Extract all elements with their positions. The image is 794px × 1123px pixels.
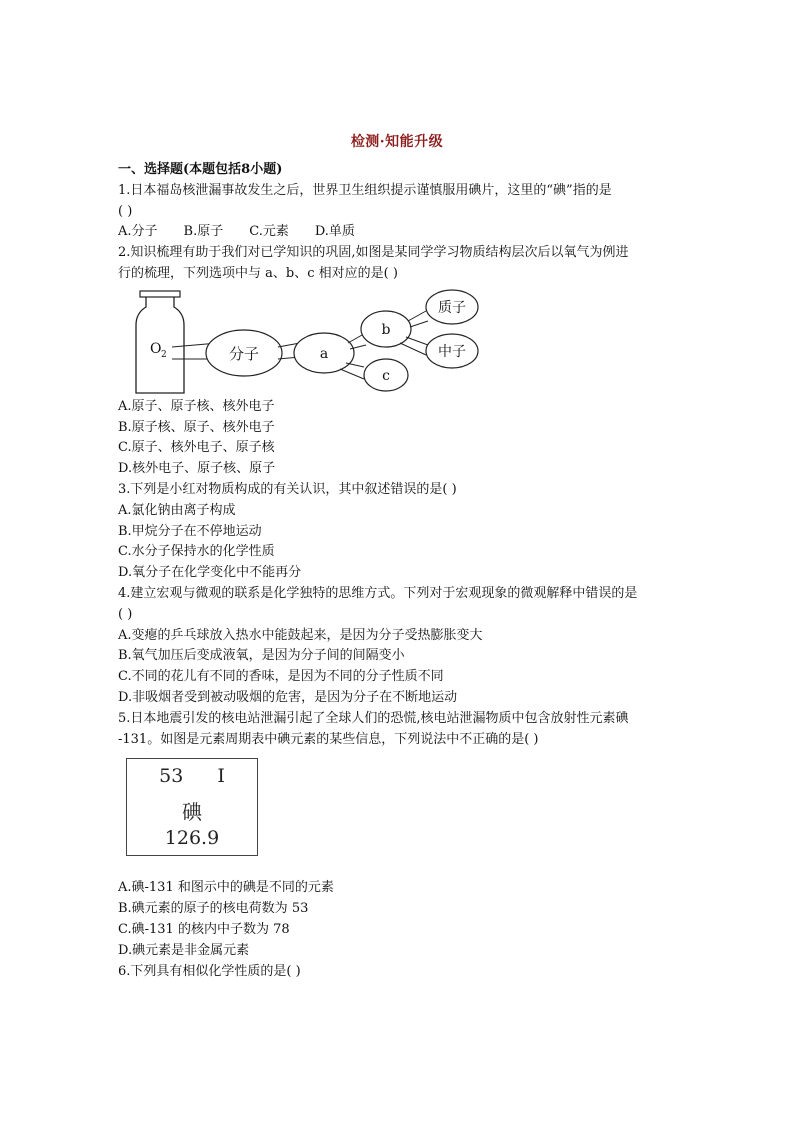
q5-option-a: A.碘-131 和图示中的碘是不同的元素: [118, 880, 334, 896]
q3-option-c: C.水分子保持水的化学性质: [118, 544, 275, 560]
q6-stem: 6.下列具有相似化学性质的是( ): [118, 963, 301, 979]
element-number: 53: [159, 765, 184, 788]
structure-diagram-svg: [118, 287, 498, 397]
element-mass: 126.9: [164, 827, 220, 850]
molecule-label: 分子: [228, 344, 260, 363]
b-label: b: [381, 321, 391, 338]
q3-option-b: B.甲烷分子在不停地运动: [118, 523, 262, 539]
q2-option-b: B.原子核、原子、核外电子: [118, 419, 275, 435]
q1-paren: ( ): [118, 203, 133, 219]
c-label: c: [382, 367, 390, 384]
section-heading: 一、选择题(本题包括8小题): [118, 162, 283, 177]
connector-b-proton-bottom: [410, 321, 428, 327]
q3-stem: 3.下列是小红对物质构成的有关认识，其中叙述错误的是( ): [118, 481, 457, 497]
q5-option-b: B.碘元素的原子的核电荷数为 53: [118, 901, 309, 917]
q4-option-c: C.不同的花儿有不同的香味，是因为不同的分子性质不同: [118, 669, 444, 685]
element-cell: [126, 758, 258, 856]
q2-option-a: A.原子、原子核、核外电子: [118, 398, 275, 414]
connector-a-b-top: [348, 335, 362, 343]
connector-a-c-bottom: [340, 369, 364, 379]
q4-stem: 4.建立宏观与微观的联系是化学独特的思维方式。下列对于宏观现象的微观解释中错误的是: [118, 585, 638, 601]
connector-b-neutron-bottom: [400, 343, 426, 355]
element-header: [127, 765, 257, 787]
q1-option-a: A.分子: [118, 224, 158, 240]
q1-option-c: C.元素: [249, 224, 289, 240]
q1-stem: 1.日本福岛核泄漏事故发生之后，世界卫生组织提示谨慎服用碘片，这里的“碘”指的是: [118, 182, 612, 198]
element-name: 碘: [182, 800, 202, 825]
q5-option-d: D.碘元素是非金属元素: [118, 942, 250, 958]
question-list: [118, 160, 688, 982]
connector-b-neutron-top: [406, 337, 428, 345]
bottle-label: O: [150, 340, 162, 357]
proton-label: 质子: [438, 299, 466, 316]
element-symbol: I: [217, 765, 225, 788]
q1-options: [118, 222, 688, 243]
structure-diagram: [118, 287, 688, 397]
a-label: a: [319, 345, 329, 362]
bottle-subscript: 2: [161, 349, 167, 360]
q2-option-d: D.核外电子、原子核、原子: [118, 461, 276, 477]
q5-stem-line1: 5.日本地震引发的核电站泄漏引起了全球人们的恐慌,核电站泄漏物质中包含放射性元素碘: [118, 710, 629, 726]
q2-stem-line1: 2.知识梳理有助于我们对已学知识的巩固,如图是某同学学习物质结构层次后以氧气为例进: [118, 245, 629, 261]
neutron-label: 中子: [438, 343, 466, 360]
q5-stem-line2: -131。如图是元素周期表中碘元素的某些信息，下列说法中不正确的是( ): [118, 731, 539, 747]
q4-paren: ( ): [118, 606, 133, 622]
q1-option-b: B.原子: [183, 224, 224, 240]
page-title: 检测·知能升级: [350, 134, 444, 150]
q4-option-d: D.非吸烟者受到被动吸烟的危害，是因为分子在不断地运动: [118, 689, 458, 705]
q1-option-d: D.单质: [314, 224, 355, 240]
q2-option-c: C.原子、核外电子、原子核: [118, 440, 275, 456]
q2-stem-line2: 行的梳理，下列选项中与 a、b、c 相对应的是( ): [118, 265, 398, 281]
element-cell-figure: [118, 752, 688, 874]
q3-option-d: D.氧分子在化学变化中不能再分: [118, 565, 302, 581]
q5-option-c: C.碘-131 的核内中子数为 78: [118, 921, 290, 937]
q4-option-b: B.氧气加压后变成液氧，是因为分子间的间隔变小: [118, 648, 405, 664]
q3-option-a: A.氯化钠由离子构成: [118, 502, 236, 518]
q4-option-a: A.变瘪的乒乓球放入热水中能鼓起来，是因为分子受热膨胀变大: [118, 627, 483, 643]
connector-b-proton-top: [408, 311, 426, 321]
